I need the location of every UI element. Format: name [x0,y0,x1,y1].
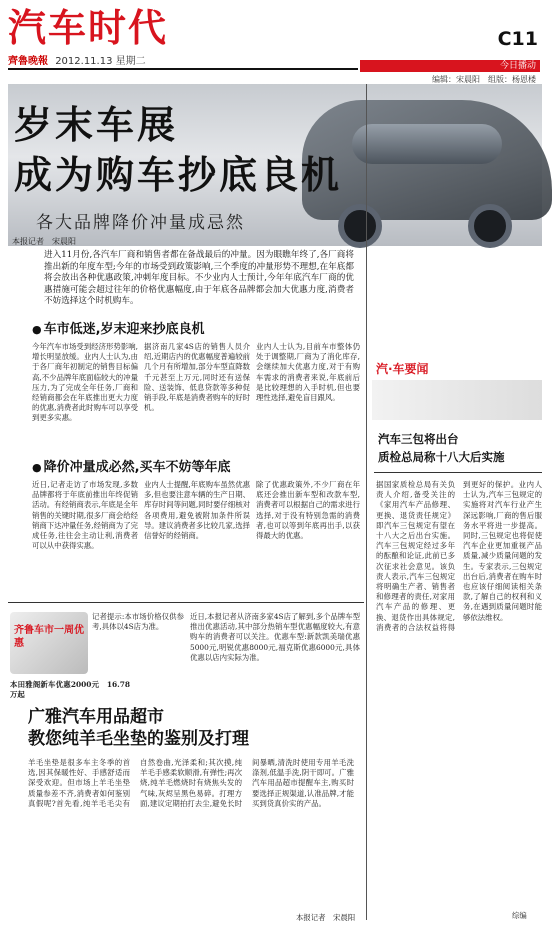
section1-column1: 今年汽车市场受到经济形势影响,增长明显放缓。业内人士认为,由于各厂商年初制定的销售目标偏高,不少品牌年底面临较大的冲量压力,为了完成全年任务,厂商和经销商都会在年底推出更大力度的优惠,消费者此时购车可以享受到更多实惠。 [32,342,138,423]
feature-headline-line1: 岁末车展 [14,103,179,147]
paper-name: 齊魯晚報 [8,56,48,67]
divider [8,602,364,603]
deals-body: 近日,本报记者从济南多家4S店了解到,多个品牌车型推出优惠活动,其中部分热销车型优惠幅度较大,有意购车的消费者可以关注。优惠车型:新款凯美瑞优惠5000元,明锐优惠8000元,福克斯优惠6000元,具体优惠以店内实际为准。 [190,612,360,662]
news-headline [378,430,505,466]
dateline [8,52,146,67]
news-body: 据国家质检总局有关负责人介绍,备受关注的《家用汽车产品修理、更换、退货责任规定》即汽车三包规定有望在十八大之后出台实施。汽车三包规定经过多年的酝酿和论证,此前已多次征求社会意见。该负责人表示,汽车三包规定将明确生产者、销售者和修理者的责任,对家用汽车产品的修理、更换、退货作出具体规定,消费者的合法权益将得到更好的保护。业内人士认为,汽车三包规定的实施将对汽车行业产生深远影响,厂商的售后服务水平将进一步提高。同时,三包规定也将促使汽车企业更加重视产品质量,减少质量问题的发生。专家表示,三包规定出台后,消费者在购车时也应该仔细阅读相关条款,了解自己的权利和义务,在遇到质量问题时能够依法维权。 [376,480,542,632]
news-divider [374,472,542,473]
deals-note: 记者提示:本市场价格仅供参考,具体以4S店为准。 [92,612,184,632]
section1-title: ● 车市低迷,岁末迎来抄底良机 [32,322,205,338]
news-brand-text: 汽·车要闻 [376,362,429,376]
feature-headline-line2: 成为购车抄底良机 [14,153,343,197]
feature-subhead: 各大品牌降价冲量成忌然 [36,213,245,233]
section2-title: ● 降价冲量成必然,买车不妨等年底 [32,460,231,476]
article2-headline [28,706,249,750]
section2-column3: 除了优惠政策外,不少厂商在年底还会推出新车型和改款车型,消费者可以根据自己的需求进行选择,对于没有特别急需的消费者,也可以等到年底再出手,以获得最大的优惠。 [256,480,360,541]
editor-credits: 编辑：宋晨阳 组版：杨恩楼 [432,75,536,84]
section-tag: 今日播动 [499,61,536,71]
section2-column2: 业内人士提醒,年底购车虽然优惠多,但也要注意车辆的生产日期、库存时间等问题,同时要仔细核对各项费用,避免被附加条件所误导。建议消费者多比较几家,选择信誉好的经销商。 [144,480,250,541]
news-signature: 综编 [512,911,527,920]
article2-byline: 本报记者 宋晨阳 [296,913,356,922]
wheel-illustration [468,204,512,248]
car-window-illustration [352,124,502,164]
deals-badge-label: 齐鲁车市一周优惠 [14,625,84,649]
news-headline-line2: 质检总局称十八大后实施 [378,450,505,464]
news-brand [376,360,429,377]
article2-body: 羊毛坐垫是很多车主冬季的首选,因其保暖性好、手感舒适而深受欢迎。但市场上羊毛坐垫质量参差不齐,消费者如何鉴别真假呢?首先看,纯羊毛毛尖有自然卷曲,光泽柔和;其次摸,纯羊毛手感柔软顺滑,有弹性;再次烧,纯羊毛燃烧时有烧焦头发的气味,灰烬呈黑色易碎。打理方面,建议定期拍打去尘,避免长时间暴晒,清洗时使用专用羊毛洗涤剂,低温手洗,阴干即可。广雅汽车用品超市提醒车主,购买时要选择正规渠道,认准品牌,才能买到货真价实的产品。 [28,758,354,808]
issue-date: 2012.11.13 星期二 [55,56,146,67]
section1-column2: 据济南几家4S店的销售人员介绍,近期店内的优惠幅度普遍较前几个月有所增加,部分车型直降数千元甚至上万元,同时还有送保险、送装饰、低息贷款等多种促销手段,年底是消费者购车的好时机。 [144,342,250,413]
feature-byline: 本报记者 宋晨阳 [12,237,76,246]
wheel-illustration [338,204,382,248]
article2-headline-line2: 教您纯羊毛坐垫的鉴别及打理 [28,729,249,749]
feature-headline [14,100,342,200]
feature-lead: 进入11月份,各汽车厂商和销售者都在备战最后的冲量。因为眼瞧年终了,各厂商将推出新的年度车型;今年的市场受到政策影响,三个季度的冲量形势不理想,在年底都将会放出各种优惠政策,冲刺年度目标。不少业内人士预计,今年年底汽车厂商的优惠措施可能会超过往年的价格优惠幅度,由于年底各品牌都会加大优惠力度,消费者不妨选择这个时机购车。 [44,250,354,307]
masthead-rule [8,68,358,70]
news-headline-line1: 汽车三包将出台 [378,432,459,446]
masthead-title: 汽车时代 [8,6,169,50]
article2-headline-line1: 广雅汽车用品超市 [28,707,164,727]
deals-lead-line: 本田雅阁新车优惠2000元 16.78万起 [10,680,130,700]
page-number: C11 [497,28,538,50]
section2-column1: 近日,记者走访了市场发现,多数品牌都将于年底前推出年终促销活动。有经销商表示,年底是全年销售的关键时期,很多厂商会给经销商下达冲量任务,经销商为了完成任务,往往会主动让利,消费者可以从中获得实惠。 [32,480,138,551]
section1-column3: 业内人士认为,目前车市整体仍处于调整期,厂商为了消化库存,会继续加大优惠力度,对于有购车需求的消费者来说,年底前后是比较理想的入手时机,但也要理性选择,避免盲目跟风。 [256,342,360,403]
news-brand-banner [372,380,542,420]
column-divider [366,84,367,920]
